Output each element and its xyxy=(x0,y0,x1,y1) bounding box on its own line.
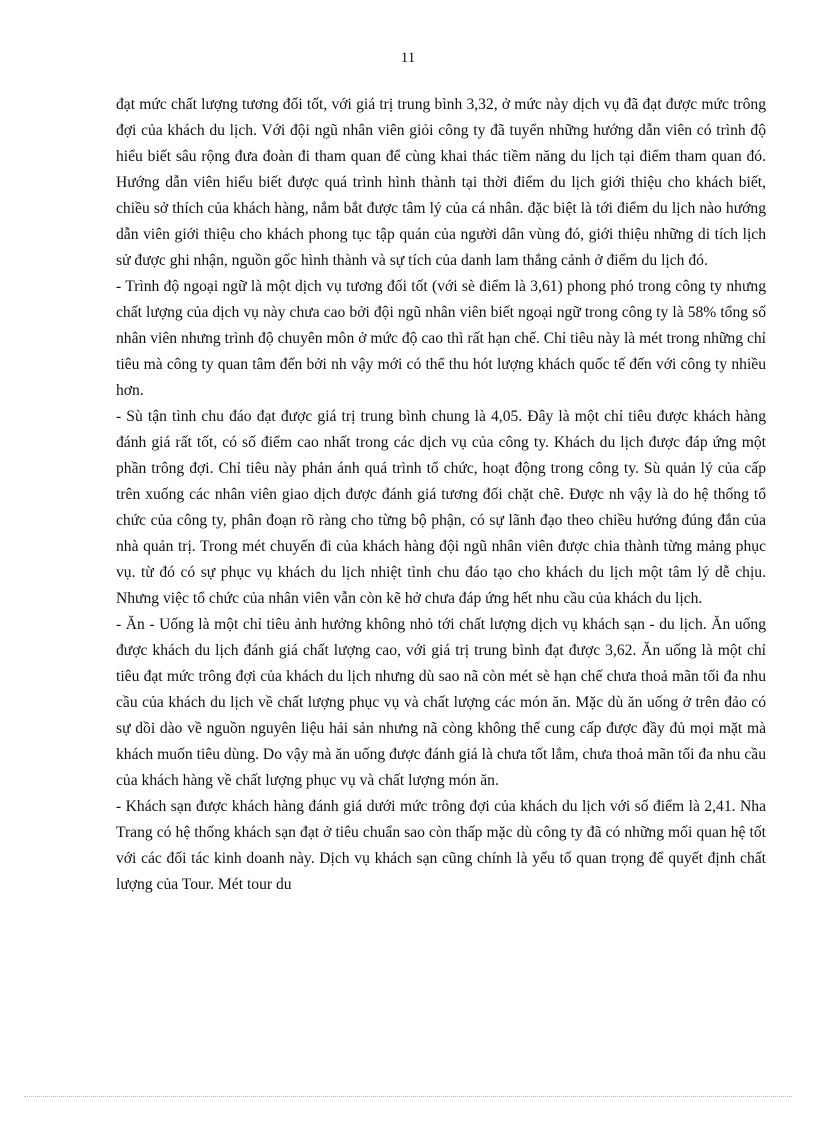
page-number: 11 xyxy=(400,50,416,66)
paragraph-hotel: - Khách sạn được khách hàng đánh giá dưới mức trông đợi của khách du lịch với số điểm là 2,41. Nha Trang có hệ thống khách sạn đạt ở tiêu chuẩn sao còn thấp mặc dù công ty đã có những mối quan hệ tốt với các đối tác kinh doanh này. Dịch vụ khách sạn cũng chính là yếu tố quan trọng để quyết định chất lượng của Tour. Mét tour du xyxy=(116,798,766,893)
paragraph-tour-guide-quality: đạt mức chất lượng tương đối tốt, với giá trị trung bình 3,32, ở mức này dịch vụ đã đạt được mức trông đợi của khách du lịch. Với đội ngũ nhân viên giỏi công ty đã tuyển những hướng dẫn viên có trình độ hiểu biết sâu rộng đưa đoàn đi tham quan để cùng khai thác tiềm năng du lịch tại điểm tham quan đó. Hướng dẫn viên hiểu biết được quá trình hình thành tại thời điểm du lịch giới thiệu cho khách biết, chiều sở thích của khách hàng, nắm bắt được tâm lý của cá nhân. đặc biệt là tới điểm du lịch nào hướng dẫn viên giới thiệu cho khách phong tục tập quán của người dân vùng đó, giới thiệu những di tích lịch sử được ghi nhận, nguồn gốc hình thành và sự tích của danh lam thắng cảnh ở điểm du lịch đó. xyxy=(116,96,766,269)
paragraph-food-drink: - Ăn - Uống là một chỉ tiêu ảnh hưởng không nhỏ tới chất lượng dịch vụ khách sạn - du lịch. Ăn uống được khách du lịch đánh giá chất lượng cao, với giá trị trung bình đạt được 3,62. Ăn uống là một chỉ tiêu đạt mức trông đợi của khách du lịch nhưng dù sao nã còn mét sè hạn chế chưa thoả mãn tối đa nhu cầu của khách du lịch về chất lượng phục vụ và chất lượng các món ăn. Mặc dù ăn uống ở trên đảo có sự dồi dào về nguồn nguyên liệu hải sản nhưng nã còng không thể cung cấp được đầy đủ mọi mặt mà khách muốn tiêu dùng. Do vậy mà ăn uống được đánh giá là chưa tốt lắm, chưa thoả mãn tối đa nhu cầu của khách hàng về chất lượng phục vụ và chất lượng món ăn. xyxy=(116,616,766,789)
document-body xyxy=(116,92,766,898)
paragraph-foreign-language: - Trình độ ngoại ngữ là một dịch vụ tương đối tốt (với sè điểm là 3,61) phong phó trong công ty nhưng chất lượng của dịch vụ này chưa cao bởi đội ngũ nhân viên biết ngoại ngữ trong công ty là 58% tổng số nhân viên nhưng trình độ chuyên môn ở mức độ cao thì rất hạn chế. Chỉ tiêu này là mét trong những chỉ tiêu mà công ty quan tâm đến bởi nh vậy mới có thể thu hót lượng khách quốc tế đến với công ty nhiều hơn. xyxy=(116,278,766,399)
footer-divider xyxy=(24,1096,792,1097)
paragraph-dedication-service: - Sù tận tình chu đáo đạt được giá trị trung bình chung là 4,05. Đây là một chỉ tiêu được khách hàng đánh giá rất tốt, có số điểm cao nhất trong các dịch vụ của công ty. Khách du lịch được đáp ứng một phần trông đợi. Chỉ tiêu này phản ánh quá trình tổ chức, hoạt động trong công ty. Sù quản lý của cấp trên xuống các nhân viên giao dịch được đánh giá tương đối chặt chẽ. Được nh vậy là do hệ thống tổ chức của công ty, phân đoạn rõ ràng cho từng bộ phận, có sự lãnh đạo theo chiều hướng đúng đắn của nhà quản trị. Trong mét chuyến đi của khách hàng đội ngũ nhân viên được chia thành từng mảng phục vụ. từ đó có sự phục vụ khách du lịch nhiệt tình chu đáo tạo cho khách du lịch một tâm lý dễ chịu. Nhưng việc tổ chức của nhân viên vẫn còn kẽ hở chưa đáp ứng hết nhu cầu của khách du lịch. xyxy=(116,408,766,607)
